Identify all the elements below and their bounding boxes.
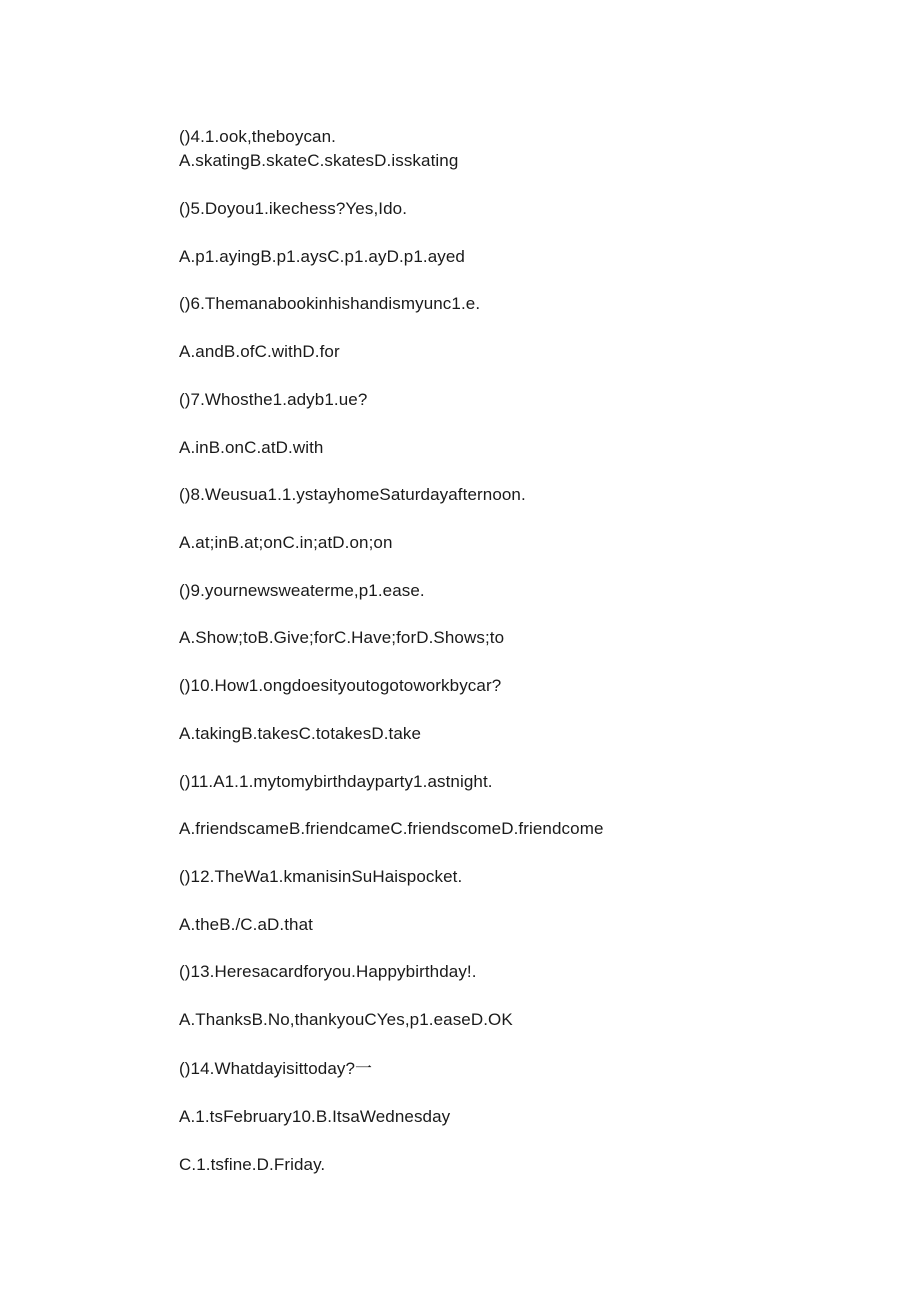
question-6: ()6.Themanabookinhishandismyunc1.e. bbox=[179, 294, 481, 313]
question-5-options: A.p1.ayingB.p1.aysC.p1.ayD.p1.ayed bbox=[179, 247, 465, 266]
question-7: ()7.Whosthe1.adyb1.ue? bbox=[179, 390, 368, 409]
question-12-options: A.theB./C.aD.that bbox=[179, 915, 313, 934]
question-13: ()13.Heresacardforyou.Happybirthday!. bbox=[179, 962, 477, 981]
question-4: ()4.1.ook,theboycan. bbox=[179, 127, 336, 146]
question-7-options: A.inB.onC.atD.with bbox=[179, 438, 324, 457]
question-9: ()9.yournewsweaterme,p1.ease. bbox=[179, 581, 425, 600]
question-5: ()5.Doyou1.ikechess?Yes,Ido. bbox=[179, 199, 408, 218]
question-11: ()11.A1.1.mytomybirthdayparty1.astnight. bbox=[179, 772, 493, 791]
question-13-options: A.ThanksB.No,thankyouCYes,p1.easeD.OK bbox=[179, 1010, 513, 1029]
question-14-options-ab: A.1.tsFebruary10.B.ItsaWednesday bbox=[179, 1107, 451, 1126]
question-11-options: A.friendscameB.friendcameC.friendscomeD.friendcome bbox=[179, 819, 604, 838]
question-9-options: A.Show;toB.Give;forC.Have;forD.Shows;to bbox=[179, 628, 505, 647]
question-10: ()10.How1.ongdoesityoutogotoworkbycar? bbox=[179, 676, 502, 695]
question-8-options: A.at;inB.at;onC.in;atD.on;on bbox=[179, 533, 393, 552]
question-14-options-cd: C.1.tsfine.D.Friday. bbox=[179, 1155, 326, 1174]
question-10-options: A.takingB.takesC.totakesD.take bbox=[179, 724, 422, 743]
question-6-options: A.andB.ofC.withD.for bbox=[179, 342, 340, 361]
question-8: ()8.Weusua1.1.ystayhomeSaturdayafternoon. bbox=[179, 485, 526, 504]
question-14: ()14.Whatdayisittoday?一 bbox=[179, 1059, 373, 1078]
question-4-options: A.skatingB.skateC.skatesD.isskating bbox=[179, 151, 459, 170]
question-12: ()12.TheWa1.kmanisinSuHaispocket. bbox=[179, 867, 463, 886]
